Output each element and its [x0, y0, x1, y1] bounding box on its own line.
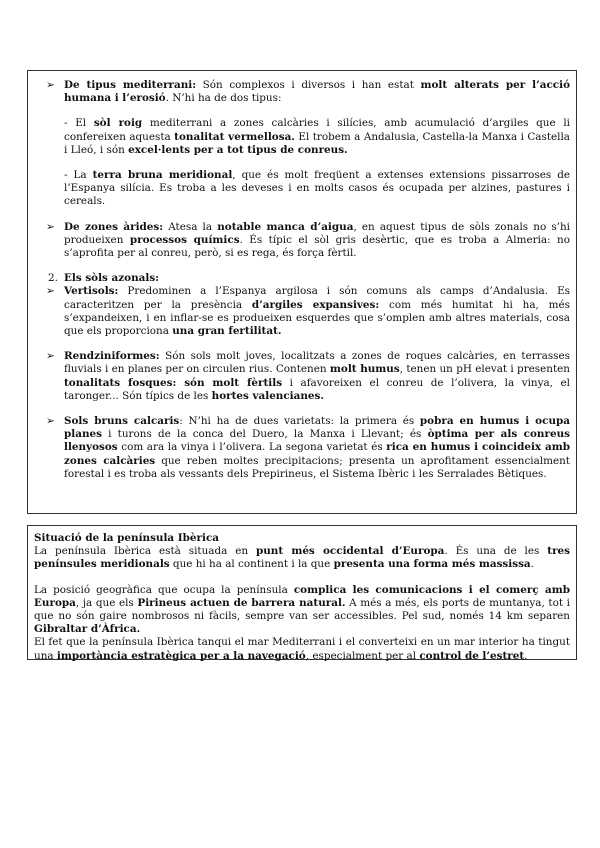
term: Gibraltar d’Àfrica.: [34, 623, 141, 636]
title-text: Situació de la península Ibèrica: [34, 532, 220, 544]
vertisols-item: [36, 285, 570, 338]
text: El fet que la península Ibèrica tanqui el mar Mediterrani i el converteixi en un mar interior ha tingut una: [34, 636, 570, 662]
text: A més a més, els ports de muntanya, tot i que no són gaire nombrosos ni fàcils, sempre van ser accessibles. Pel sud, només 14 km separen: [34, 596, 570, 623]
text: Predominen a l’Espanya argilosa i són comuns als camps d’Andalusia. Es caracteritzen per la presència: [64, 285, 570, 311]
text: com més humitat hi ha, més s’expandeixen, i en inflar-se es produeixen esquerdes que s’omplen amb altres materials, cosa que els proporciona: [64, 298, 570, 338]
text: : N’hi ha de dues varietats: la primera és: [179, 415, 420, 428]
text: que reben moltes precipitacions; presenta un aprofitament essencialment forestal i es troba als vessants dels Prepirineus, el Sistema Ibèric i les Serralades Bètiques.: [64, 454, 570, 480]
arrow-bullet-icon: ➢: [46, 79, 55, 91]
text: El trobem a Andalusia, Castella-la Manxa i Castella i Lleó, i són: [64, 130, 570, 156]
arrow-bullet-icon: ➢: [46, 220, 55, 233]
red-soil-paragraph: [36, 117, 570, 157]
term: punt més occidental d’Europa: [255, 545, 445, 558]
text: - El: [64, 117, 94, 130]
term: importància estratègica per a la navegació: [56, 649, 306, 662]
paragraph-location: [34, 545, 570, 571]
term: Rendziniformes:: [64, 350, 160, 363]
term: Vertisols:: [64, 285, 119, 298]
text: La posició geogràfica que ocupa la península: [34, 583, 294, 596]
brown-soil-paragraph: [36, 169, 570, 209]
brown-calcareous-soils-item: [36, 415, 570, 481]
term: Pirineus actuen de barrera natural.: [137, 596, 346, 609]
text: . És una de les: [444, 545, 548, 558]
iberian-peninsula-box: [27, 525, 577, 660]
term: molt alterats per l’acció humana i l’erosió: [64, 79, 571, 105]
text: , que és molt freqüent a extenses extensions pissarroses de l’Espanya silícia. Es troba a les deveses i en molts casos és ocupada per alzines, pastures i cereals.: [64, 169, 571, 208]
arid-soils-item: [36, 221, 570, 261]
term: rica en humus i coincideix amb zones calcàries: [64, 441, 571, 467]
text: La península Ibèrica està situada en: [34, 545, 256, 558]
text: com ara la vinya i l’olivera. La segona varietat és: [117, 441, 387, 454]
heading-text: Els sòls azonals:: [64, 272, 160, 285]
term: presenta una forma més massissa: [333, 558, 531, 571]
text: mediterrani a zones calcàries i silícies, amb acumulació d’argiles que li confereixen aquesta: [64, 117, 570, 143]
term: tonalitat vermellosa.: [174, 130, 295, 143]
term: òptima per als conreus llenyosos: [64, 428, 570, 454]
term: molt humus: [329, 363, 400, 376]
term: pobra en humus i ocupa planes: [64, 415, 570, 441]
text: .: [524, 649, 528, 662]
term: De zones àrides:: [64, 220, 164, 233]
text: - La: [64, 169, 93, 182]
text: , en aquest tipus de sòls zonals no s’hi produeixen: [64, 220, 570, 246]
term: De tipus mediterrani:: [64, 79, 197, 91]
text: .: [530, 558, 534, 571]
term: notable manca d’aigua: [217, 220, 354, 233]
soil-types-box: [27, 70, 577, 514]
text: . N’hi ha de dos tipus:: [165, 92, 282, 105]
paragraph-strategic: [34, 636, 570, 662]
term: excel·lents per a tot tipus de conreus.: [128, 143, 348, 156]
section-title: [34, 532, 570, 545]
text: , especialment per al: [305, 649, 420, 662]
text: . És típic el sòl gris desèrtic, que es troba a Almeria: no s’aprofita per al conreu, però, si es rega, és força fèrtil.: [64, 233, 570, 260]
term: processos químics: [129, 233, 240, 246]
text: i afavoreixen el conreu de l’olivera, la vinya, el taronger... Són típics de les: [64, 376, 570, 402]
azonal-soils-heading: [36, 272, 570, 285]
term: d’argiles expansives:: [251, 298, 380, 311]
list-number: 2.: [48, 272, 58, 285]
arrow-bullet-icon: ➢: [46, 350, 55, 363]
term: tonalitats fosques: són molt fèrtils: [64, 376, 283, 389]
text: i turons de la conca del Duero, la Manxa i Llevant; és: [101, 428, 428, 441]
term: tres penínsules meridionals: [34, 545, 571, 571]
mediterranean-soils-item: [36, 79, 570, 105]
arrow-bullet-icon: ➢: [46, 415, 55, 428]
text: Són sols molt joves, localitzats a zones de roques calcàries, en terrasses fluvials i en planes per on circulen rius. Contenen: [64, 350, 570, 376]
arrow-bullet-icon: ➢: [46, 285, 55, 298]
term: complica les comunicacions i el comerç amb Europa: [34, 583, 570, 609]
text: , tenen un pH elevat i presenten: [399, 363, 570, 376]
term: hortes valencianes.: [211, 389, 324, 402]
term: Sols bruns calcaris: [64, 415, 180, 428]
term: terra bruna meridional: [92, 169, 233, 182]
rendziniformes-item: [36, 350, 570, 403]
paragraph-position: [34, 584, 570, 637]
term: una gran fertilitat.: [172, 325, 282, 338]
text: que hi ha al continent i la que: [169, 558, 334, 571]
text: Atesa la: [163, 220, 218, 233]
term: control de l’estret: [419, 649, 525, 662]
text: Són complexos i diversos i han estat: [196, 79, 421, 91]
term: sòl roig: [93, 117, 143, 130]
text: , ja que els: [75, 596, 138, 609]
